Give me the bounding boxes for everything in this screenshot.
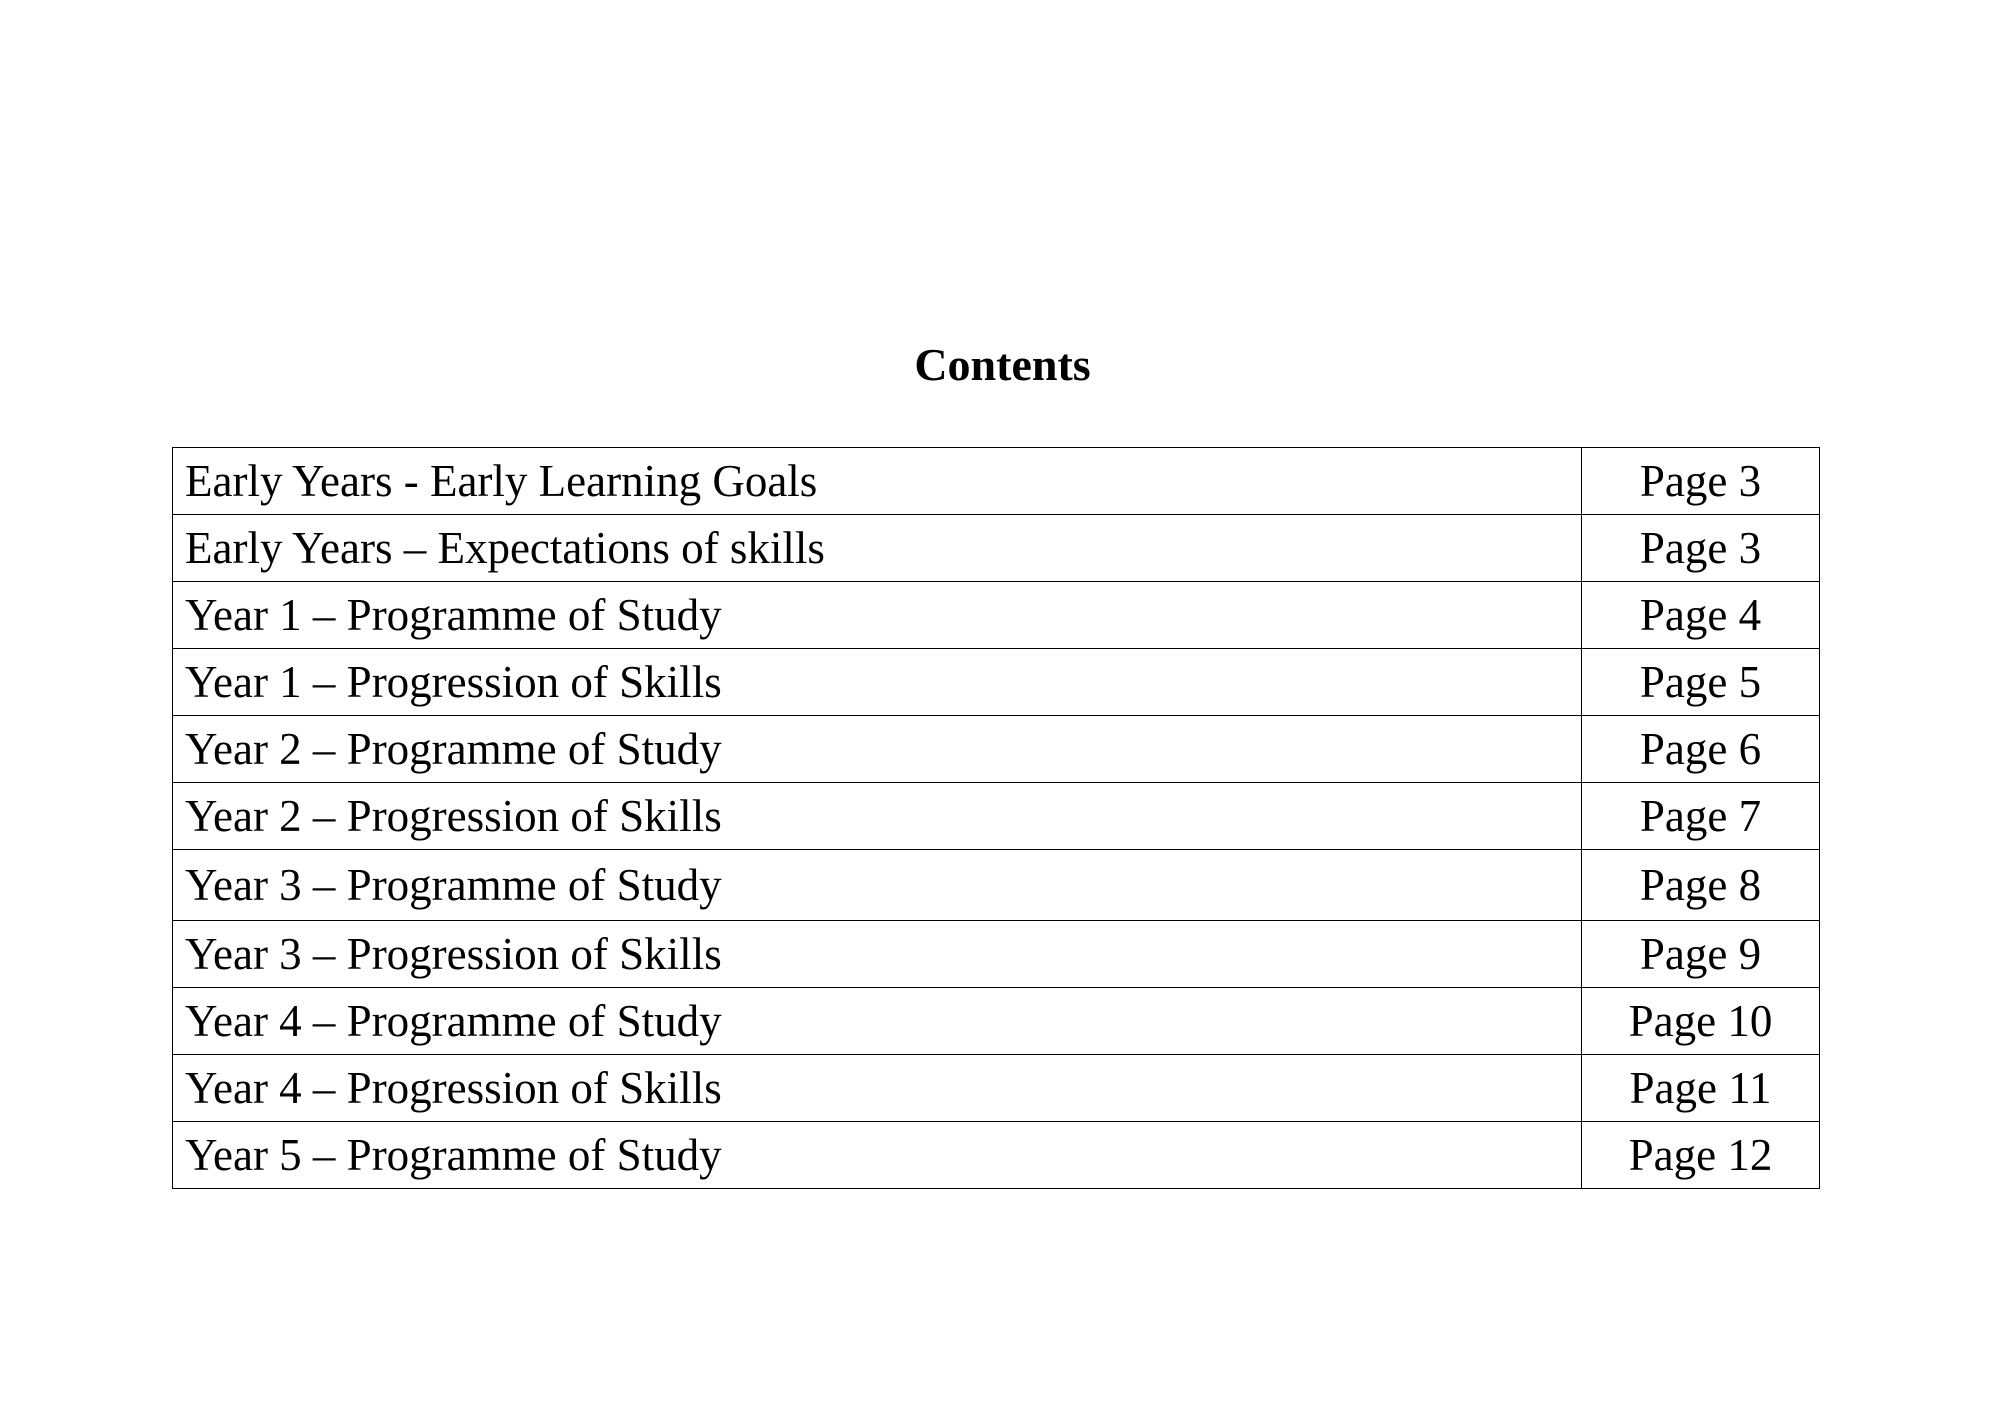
section-title: Year 4 – Progression of Skills xyxy=(173,1055,1582,1122)
table-row xyxy=(173,850,1820,921)
section-title: Year 5 – Programme of Study xyxy=(173,1122,1582,1189)
table-row xyxy=(173,716,1820,783)
page-number: Page 9 xyxy=(1582,921,1820,988)
page-number: Page 6 xyxy=(1582,716,1820,783)
page-number: Page 11 xyxy=(1582,1055,1820,1122)
page-number: Page 3 xyxy=(1582,448,1820,515)
table-row xyxy=(173,988,1820,1055)
page-number: Page 8 xyxy=(1582,850,1820,921)
page-number: Page 5 xyxy=(1582,649,1820,716)
table-row xyxy=(173,649,1820,716)
table-row xyxy=(173,448,1820,515)
table-row xyxy=(173,515,1820,582)
table-row xyxy=(173,1055,1820,1122)
section-title: Year 3 – Programme of Study xyxy=(173,850,1582,921)
table-row xyxy=(173,921,1820,988)
table-row xyxy=(173,582,1820,649)
table-row xyxy=(173,1122,1820,1189)
contents-table xyxy=(172,447,1820,1189)
page-number: Page 4 xyxy=(1582,582,1820,649)
table-row xyxy=(173,783,1820,850)
section-title: Year 3 – Progression of Skills xyxy=(173,921,1582,988)
page-number: Page 12 xyxy=(1582,1122,1820,1189)
section-title: Year 4 – Programme of Study xyxy=(173,988,1582,1055)
page-title: Contents xyxy=(914,339,1091,390)
section-title: Early Years – Expectations of skills xyxy=(173,515,1582,582)
section-title: Year 1 – Progression of Skills xyxy=(173,649,1582,716)
section-title: Year 2 – Programme of Study xyxy=(173,716,1582,783)
page-number: Page 3 xyxy=(1582,515,1820,582)
section-title: Year 1 – Programme of Study xyxy=(173,582,1582,649)
section-title: Year 2 – Progression of Skills xyxy=(173,783,1582,850)
page-number: Page 7 xyxy=(1582,783,1820,850)
section-title: Early Years - Early Learning Goals xyxy=(173,448,1582,515)
page-number: Page 10 xyxy=(1582,988,1820,1055)
